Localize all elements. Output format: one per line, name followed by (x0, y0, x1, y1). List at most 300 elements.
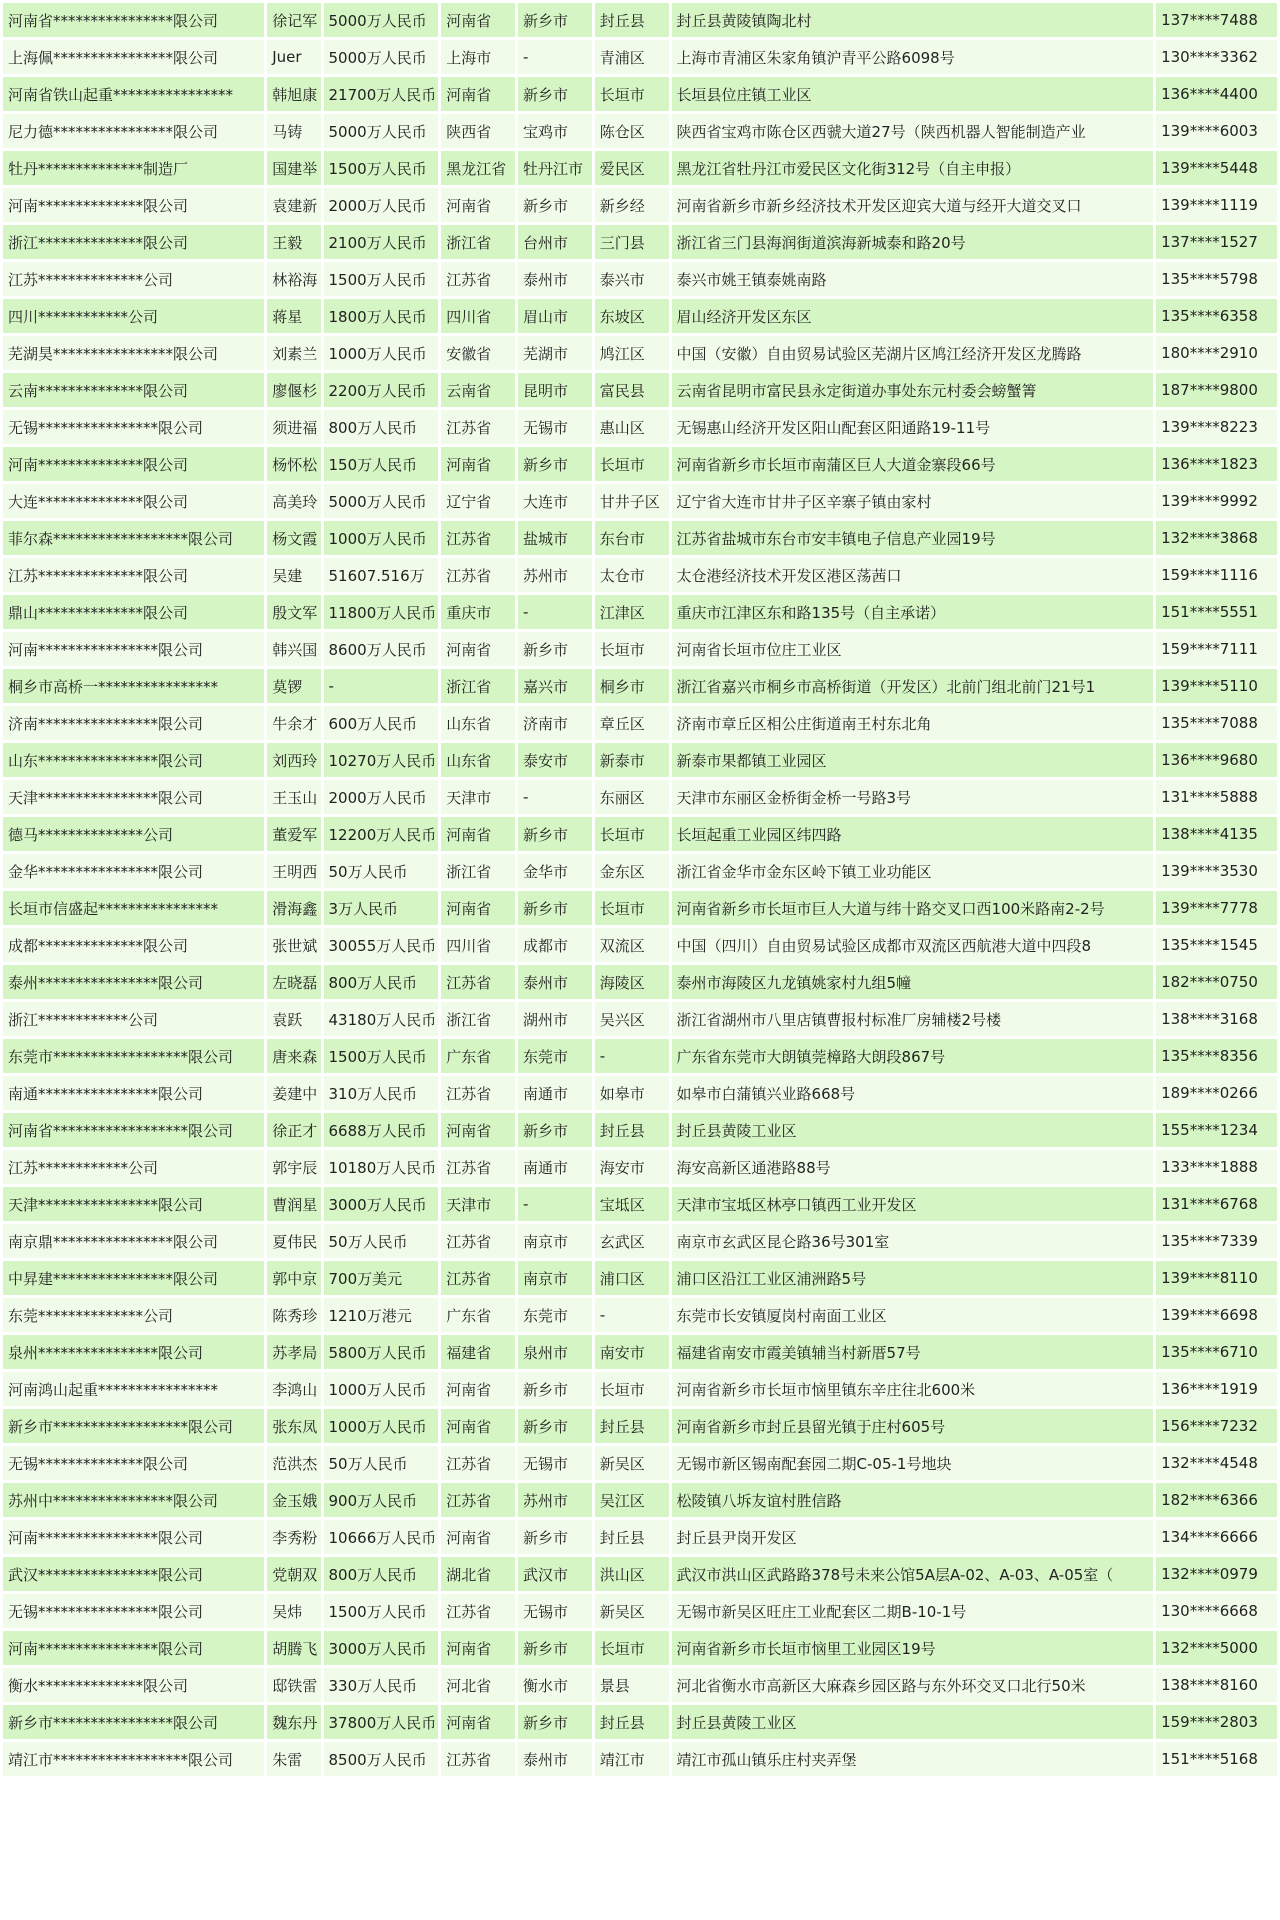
district-cell: 金东区 (595, 854, 669, 888)
company-cell: 河南****************限公司 (3, 632, 264, 666)
address-cell: 中国（四川）自由贸易试验区成都市双流区西航港大道中四段8 (672, 928, 1154, 962)
phone-cell: 139****5110 (1156, 669, 1277, 703)
registered-capital-cell: 30055万人民币 (324, 928, 439, 962)
phone-cell: 138****3168 (1156, 1002, 1277, 1036)
legal-person-cell: 刘素兰 (267, 336, 320, 370)
table-row (3, 1113, 1277, 1147)
phone-cell: 139****5448 (1156, 151, 1277, 185)
company-cell: 东莞市******************限公司 (3, 1039, 264, 1073)
legal-person-cell: 苏孝局 (267, 1335, 320, 1369)
registered-capital-cell: 3000万人民币 (324, 1187, 439, 1221)
address-cell: 陕西省宝鸡市陈仓区西虢大道27号（陕西机器人智能制造产业 (672, 114, 1154, 148)
district-cell: 如皋市 (595, 1076, 669, 1110)
address-cell: 武汉市洪山区武路路378号未来公馆5A层A-02、A-03、A-05室（ (672, 1557, 1154, 1591)
phone-cell: 159****2803 (1156, 1705, 1277, 1739)
table-row (3, 3, 1277, 37)
district-cell: 陈仓区 (595, 114, 669, 148)
company-cell: 河南省铁山起重**************** (3, 77, 264, 111)
legal-person-cell: 张世斌 (267, 928, 320, 962)
company-cell: 江苏************公司 (3, 1150, 264, 1184)
province-cell: 江苏省 (441, 1150, 515, 1184)
company-cell: 河南**************限公司 (3, 188, 264, 222)
table-row (3, 1261, 1277, 1295)
registered-capital-cell: 10180万人民币 (324, 1150, 439, 1184)
district-cell: 宝坻区 (595, 1187, 669, 1221)
table-row (3, 114, 1277, 148)
city-cell: 泰安市 (518, 743, 592, 777)
address-cell: 浦口区沿江工业区浦洲路5号 (672, 1261, 1154, 1295)
table-row (3, 1224, 1277, 1258)
legal-person-cell: 李鸿山 (267, 1372, 320, 1406)
province-cell: 江苏省 (441, 1224, 515, 1258)
legal-person-cell: 廖偃杉 (267, 373, 320, 407)
city-cell: 泉州市 (518, 1335, 592, 1369)
company-cell: 靖江市******************限公司 (3, 1742, 264, 1776)
city-cell: 无锡市 (518, 1446, 592, 1480)
city-cell: 眉山市 (518, 299, 592, 333)
address-cell: 上海市青浦区朱家角镇沪青平公路6098号 (672, 40, 1154, 74)
legal-person-cell: 杨怀松 (267, 447, 320, 481)
address-cell: 封丘县黄陵工业区 (672, 1113, 1154, 1147)
table-row (3, 1335, 1277, 1369)
city-cell: 新乡市 (518, 3, 592, 37)
address-cell: 封丘县黄陵工业区 (672, 1705, 1154, 1739)
district-cell: 双流区 (595, 928, 669, 962)
district-cell: 桐乡市 (595, 669, 669, 703)
registered-capital-cell: 700万美元 (324, 1261, 439, 1295)
district-cell: 青浦区 (595, 40, 669, 74)
legal-person-cell: 袁跃 (267, 1002, 320, 1036)
legal-person-cell: 魏东丹 (267, 1705, 320, 1739)
company-cell: 桐乡市高桥一**************** (3, 669, 264, 703)
legal-person-cell: 吴建 (267, 558, 320, 592)
legal-person-cell: 刘西玲 (267, 743, 320, 777)
address-cell: 如皋市白蒲镇兴业路668号 (672, 1076, 1154, 1110)
district-cell: 长垣市 (595, 77, 669, 111)
district-cell: 吴兴区 (595, 1002, 669, 1036)
phone-cell: 139****9992 (1156, 484, 1277, 518)
address-cell: 福建省南安市霞美镇辅当村新厝57号 (672, 1335, 1154, 1369)
district-cell: 惠山区 (595, 410, 669, 444)
legal-person-cell: 蒋星 (267, 299, 320, 333)
legal-person-cell: 姜建中 (267, 1076, 320, 1110)
city-cell: 宝鸡市 (518, 114, 592, 148)
city-cell: 新乡市 (518, 817, 592, 851)
province-cell: 江苏省 (441, 558, 515, 592)
registered-capital-cell: 3000万人民币 (324, 1631, 439, 1665)
province-cell: 河南省 (441, 188, 515, 222)
city-cell: 泰州市 (518, 262, 592, 296)
address-cell: 海安高新区通港路88号 (672, 1150, 1154, 1184)
phone-cell: 135****8356 (1156, 1039, 1277, 1073)
table-row (3, 965, 1277, 999)
city-cell: 新乡市 (518, 77, 592, 111)
legal-person-cell: 韩兴国 (267, 632, 320, 666)
phone-cell: 189****0266 (1156, 1076, 1277, 1110)
company-cell: 菲尔森******************限公司 (3, 521, 264, 555)
city-cell: 新乡市 (518, 891, 592, 925)
phone-cell: 135****6358 (1156, 299, 1277, 333)
province-cell: 辽宁省 (441, 484, 515, 518)
phone-cell: 135****7088 (1156, 706, 1277, 740)
address-cell: 浙江省金华市金东区岭下镇工业功能区 (672, 854, 1154, 888)
legal-person-cell: Juer (267, 40, 320, 74)
district-cell: 东台市 (595, 521, 669, 555)
province-cell: 浙江省 (441, 225, 515, 259)
company-cell: 泰州****************限公司 (3, 965, 264, 999)
city-cell: - (518, 40, 592, 74)
legal-person-cell: 左晓磊 (267, 965, 320, 999)
district-cell: 封丘县 (595, 1705, 669, 1739)
district-cell: 长垣市 (595, 1631, 669, 1665)
registered-capital-cell: 8500万人民币 (324, 1742, 439, 1776)
province-cell: 浙江省 (441, 854, 515, 888)
registered-capital-cell: 6688万人民币 (324, 1113, 439, 1147)
province-cell: 河南省 (441, 1409, 515, 1443)
registered-capital-cell: 51607.516万 (324, 558, 439, 592)
table-row (3, 40, 1277, 74)
phone-cell: 137****7488 (1156, 3, 1277, 37)
company-cell: 山东****************限公司 (3, 743, 264, 777)
table-row (3, 1668, 1277, 1702)
address-cell: 中国（安徽）自由贸易试验区芜湖片区鸠江经济开发区龙腾路 (672, 336, 1154, 370)
registered-capital-cell: 1210万港元 (324, 1298, 439, 1332)
phone-cell: 155****1234 (1156, 1113, 1277, 1147)
province-cell: 江苏省 (441, 1594, 515, 1628)
table-row (3, 891, 1277, 925)
city-cell: 南通市 (518, 1150, 592, 1184)
legal-person-cell: 郭中京 (267, 1261, 320, 1295)
company-cell: 无锡**************限公司 (3, 1446, 264, 1480)
company-cell: 新乡市****************限公司 (3, 1705, 264, 1739)
registered-capital-cell: 5000万人民币 (324, 40, 439, 74)
province-cell: 上海市 (441, 40, 515, 74)
legal-person-cell: 林裕海 (267, 262, 320, 296)
district-cell: 章丘区 (595, 706, 669, 740)
registered-capital-cell: 1500万人民币 (324, 262, 439, 296)
phone-cell: 138****4135 (1156, 817, 1277, 851)
address-cell: 无锡惠山经济开发区阳山配套区阳通路19-11号 (672, 410, 1154, 444)
district-cell: 太仓市 (595, 558, 669, 592)
city-cell: 芜湖市 (518, 336, 592, 370)
province-cell: 湖北省 (441, 1557, 515, 1591)
province-cell: 河南省 (441, 1631, 515, 1665)
phone-cell: 139****6698 (1156, 1298, 1277, 1332)
legal-person-cell: 邸铁雷 (267, 1668, 320, 1702)
address-cell: 新泰市果都镇工业园区 (672, 743, 1154, 777)
address-cell: 无锡市新区锡南配套园二期C-05-1号地块 (672, 1446, 1154, 1480)
legal-person-cell: 王毅 (267, 225, 320, 259)
registered-capital-cell: 50万人民币 (324, 1224, 439, 1258)
table-row (3, 669, 1277, 703)
address-cell: 浙江省三门县海润街道滨海新城泰和路20号 (672, 225, 1154, 259)
company-cell: 河南省******************限公司 (3, 1113, 264, 1147)
registered-capital-cell: 12200万人民币 (324, 817, 439, 851)
district-cell: - (595, 1039, 669, 1073)
table-body (3, 3, 1277, 1776)
legal-person-cell: 董爱军 (267, 817, 320, 851)
city-cell: 无锡市 (518, 410, 592, 444)
phone-cell: 132****0979 (1156, 1557, 1277, 1591)
phone-cell: 136****4400 (1156, 77, 1277, 111)
district-cell: 靖江市 (595, 1742, 669, 1776)
province-cell: 江苏省 (441, 1446, 515, 1480)
district-cell: 富民县 (595, 373, 669, 407)
company-cell: 上海佩****************限公司 (3, 40, 264, 74)
district-cell: 新泰市 (595, 743, 669, 777)
company-cell: 大连**************限公司 (3, 484, 264, 518)
legal-person-cell: 金玉娥 (267, 1483, 320, 1517)
district-cell: 江津区 (595, 595, 669, 629)
province-cell: 浙江省 (441, 1002, 515, 1036)
table-row (3, 928, 1277, 962)
phone-cell: 139****8223 (1156, 410, 1277, 444)
company-cell: 四川************公司 (3, 299, 264, 333)
city-cell: 南京市 (518, 1224, 592, 1258)
registered-capital-cell: 900万人民币 (324, 1483, 439, 1517)
legal-person-cell: 李秀粉 (267, 1520, 320, 1554)
registered-capital-cell: 1000万人民币 (324, 336, 439, 370)
district-cell: 海陵区 (595, 965, 669, 999)
address-cell: 河南省新乡市封丘县留光镇于庄村605号 (672, 1409, 1154, 1443)
company-cell: 浙江************公司 (3, 1002, 264, 1036)
phone-cell: 180****2910 (1156, 336, 1277, 370)
phone-cell: 131****5888 (1156, 780, 1277, 814)
registered-capital-cell: 5000万人民币 (324, 3, 439, 37)
province-cell: 四川省 (441, 928, 515, 962)
table-row (3, 1150, 1277, 1184)
phone-cell: 137****1527 (1156, 225, 1277, 259)
city-cell: 金华市 (518, 854, 592, 888)
address-cell: 泰兴市姚王镇泰姚南路 (672, 262, 1154, 296)
legal-person-cell: 唐来森 (267, 1039, 320, 1073)
table-row (3, 299, 1277, 333)
province-cell: 山东省 (441, 706, 515, 740)
phone-cell: 135****7339 (1156, 1224, 1277, 1258)
legal-person-cell: 曹润星 (267, 1187, 320, 1221)
address-cell: 河南省长垣市位庄工业区 (672, 632, 1154, 666)
company-cell: 衡水**************限公司 (3, 1668, 264, 1702)
address-cell: 浙江省湖州市八里店镇曹报村标准厂房辅楼2号楼 (672, 1002, 1154, 1036)
phone-cell: 134****6666 (1156, 1520, 1277, 1554)
province-cell: 江苏省 (441, 1076, 515, 1110)
city-cell: 东莞市 (518, 1039, 592, 1073)
address-cell: 重庆市江津区东和路135号（自主承诺） (672, 595, 1154, 629)
city-cell: 泰州市 (518, 1742, 592, 1776)
registered-capital-cell: 43180万人民币 (324, 1002, 439, 1036)
table-row (3, 558, 1277, 592)
city-cell: 苏州市 (518, 1483, 592, 1517)
city-cell: - (518, 1187, 592, 1221)
registered-capital-cell: 50万人民币 (324, 1446, 439, 1480)
province-cell: 河北省 (441, 1668, 515, 1702)
table-row (3, 1594, 1277, 1628)
table-row (3, 447, 1277, 481)
table-row (3, 1705, 1277, 1739)
table-row (3, 1039, 1277, 1073)
district-cell: 长垣市 (595, 632, 669, 666)
registered-capital-cell: 10666万人民币 (324, 1520, 439, 1554)
phone-cell: 136****1823 (1156, 447, 1277, 481)
province-cell: 河南省 (441, 3, 515, 37)
province-cell: 河南省 (441, 1705, 515, 1739)
registered-capital-cell: 1500万人民币 (324, 1594, 439, 1628)
province-cell: 广东省 (441, 1298, 515, 1332)
table-row (3, 410, 1277, 444)
province-cell: 江苏省 (441, 521, 515, 555)
phone-cell: 131****6768 (1156, 1187, 1277, 1221)
address-cell: 河南省新乡市长垣市恼里镇东辛庄往北600米 (672, 1372, 1154, 1406)
company-cell: 泉州****************限公司 (3, 1335, 264, 1369)
province-cell: 广东省 (441, 1039, 515, 1073)
phone-cell: 139****1119 (1156, 188, 1277, 222)
legal-person-cell: 郭宇辰 (267, 1150, 320, 1184)
district-cell: 新吴区 (595, 1446, 669, 1480)
city-cell: 新乡市 (518, 1409, 592, 1443)
address-cell: 松陵镇八坼友谊村胜信路 (672, 1483, 1154, 1517)
table-row (3, 817, 1277, 851)
district-cell: 爱民区 (595, 151, 669, 185)
address-cell: 长垣起重工业园区纬四路 (672, 817, 1154, 851)
province-cell: 四川省 (441, 299, 515, 333)
province-cell: 河南省 (441, 1520, 515, 1554)
legal-person-cell: 王明西 (267, 854, 320, 888)
registered-capital-cell: 600万人民币 (324, 706, 439, 740)
district-cell: 海安市 (595, 1150, 669, 1184)
company-cell: 金华****************限公司 (3, 854, 264, 888)
table-row (3, 373, 1277, 407)
address-cell: 天津市东丽区金桥街金桥一号路3号 (672, 780, 1154, 814)
city-cell: 盐城市 (518, 521, 592, 555)
legal-person-cell: 徐正才 (267, 1113, 320, 1147)
registered-capital-cell: 50万人民币 (324, 854, 439, 888)
table-row (3, 1372, 1277, 1406)
company-cell: 牡丹**************制造厂 (3, 151, 264, 185)
city-cell: 苏州市 (518, 558, 592, 592)
legal-person-cell: 夏伟民 (267, 1224, 320, 1258)
city-cell: 湖州市 (518, 1002, 592, 1036)
province-cell: 陕西省 (441, 114, 515, 148)
province-cell: 江苏省 (441, 1483, 515, 1517)
legal-person-cell: 王玉山 (267, 780, 320, 814)
phone-cell: 182****6366 (1156, 1483, 1277, 1517)
company-cell: 武汉****************限公司 (3, 1557, 264, 1591)
city-cell: 武汉市 (518, 1557, 592, 1591)
city-cell: 新乡市 (518, 1631, 592, 1665)
registered-capital-cell: 330万人民币 (324, 1668, 439, 1702)
city-cell: 泰州市 (518, 965, 592, 999)
address-cell: 河北省衡水市高新区大麻森乡园区路与东外环交叉口北行50米 (672, 1668, 1154, 1702)
company-cell: 云南**************限公司 (3, 373, 264, 407)
legal-person-cell: 滑海鑫 (267, 891, 320, 925)
address-cell: 眉山经济开发区东区 (672, 299, 1154, 333)
table-row (3, 1409, 1277, 1443)
table-row (3, 484, 1277, 518)
address-cell: 云南省昆明市富民县永定街道办事处东元村委会螃蟹箐 (672, 373, 1154, 407)
address-cell: 济南市章丘区相公庄街道南王村东北角 (672, 706, 1154, 740)
legal-person-cell: 党朝双 (267, 1557, 320, 1591)
registered-capital-cell: 800万人民币 (324, 965, 439, 999)
phone-cell: 139****8110 (1156, 1261, 1277, 1295)
company-cell: 长垣市信盛起**************** (3, 891, 264, 925)
province-cell: 河南省 (441, 632, 515, 666)
city-cell: 成都市 (518, 928, 592, 962)
address-cell: 封丘县尹岗开发区 (672, 1520, 1154, 1554)
city-cell: 济南市 (518, 706, 592, 740)
company-cell: 苏州中****************限公司 (3, 1483, 264, 1517)
address-cell: 泰州市海陵区九龙镇姚家村九组5幢 (672, 965, 1154, 999)
district-cell: 长垣市 (595, 817, 669, 851)
registered-capital-cell: 2200万人民币 (324, 373, 439, 407)
company-cell: 江苏**************限公司 (3, 558, 264, 592)
phone-cell: 139****3530 (1156, 854, 1277, 888)
province-cell: 重庆市 (441, 595, 515, 629)
province-cell: 山东省 (441, 743, 515, 777)
district-cell: 南安市 (595, 1335, 669, 1369)
company-cell: 河南****************限公司 (3, 1520, 264, 1554)
city-cell: 南京市 (518, 1261, 592, 1295)
province-cell: 浙江省 (441, 669, 515, 703)
district-cell: 甘井子区 (595, 484, 669, 518)
company-cell: 无锡****************限公司 (3, 1594, 264, 1628)
address-cell: 天津市宝坻区林亭口镇西工业开发区 (672, 1187, 1154, 1221)
address-cell: 江苏省盐城市东台市安丰镇电子信息产业园19号 (672, 521, 1154, 555)
registered-capital-cell: 21700万人民币 (324, 77, 439, 111)
district-cell: 玄武区 (595, 1224, 669, 1258)
address-cell: 辽宁省大连市甘井子区辛寨子镇由家村 (672, 484, 1154, 518)
district-cell: 封丘县 (595, 1409, 669, 1443)
city-cell: 衡水市 (518, 1668, 592, 1702)
legal-person-cell: 吴炜 (267, 1594, 320, 1628)
province-cell: 江苏省 (441, 1742, 515, 1776)
district-cell: 长垣市 (595, 891, 669, 925)
address-cell: 封丘县黄陵镇陶北村 (672, 3, 1154, 37)
registered-capital-cell: 5000万人民币 (324, 484, 439, 518)
city-cell: 昆明市 (518, 373, 592, 407)
legal-person-cell: 马铸 (267, 114, 320, 148)
province-cell: 黑龙江省 (441, 151, 515, 185)
registered-capital-cell: 10270万人民币 (324, 743, 439, 777)
city-cell: 新乡市 (518, 1705, 592, 1739)
registered-capital-cell: 1500万人民币 (324, 151, 439, 185)
table-row (3, 262, 1277, 296)
registered-capital-cell: 8600万人民币 (324, 632, 439, 666)
legal-person-cell: 胡腾飞 (267, 1631, 320, 1665)
district-cell: - (595, 1298, 669, 1332)
phone-cell: 151****5551 (1156, 595, 1277, 629)
province-cell: 天津市 (441, 1187, 515, 1221)
province-cell: 江苏省 (441, 965, 515, 999)
registered-capital-cell: 3万人民币 (324, 891, 439, 925)
registered-capital-cell: 1000万人民币 (324, 1372, 439, 1406)
district-cell: 洪山区 (595, 1557, 669, 1591)
company-cell: 济南****************限公司 (3, 706, 264, 740)
company-cell: 德马**************公司 (3, 817, 264, 851)
table-row (3, 225, 1277, 259)
table-row (3, 188, 1277, 222)
legal-person-cell: 高美玲 (267, 484, 320, 518)
table-row (3, 854, 1277, 888)
registered-capital-cell: 150万人民币 (324, 447, 439, 481)
registered-capital-cell: 2000万人民币 (324, 188, 439, 222)
city-cell: 新乡市 (518, 632, 592, 666)
company-cell: 天津****************限公司 (3, 1187, 264, 1221)
company-cell: 无锡****************限公司 (3, 410, 264, 444)
city-cell: 新乡市 (518, 188, 592, 222)
phone-cell: 132****5000 (1156, 1631, 1277, 1665)
registered-capital-cell: 1000万人民币 (324, 1409, 439, 1443)
province-cell: 天津市 (441, 780, 515, 814)
